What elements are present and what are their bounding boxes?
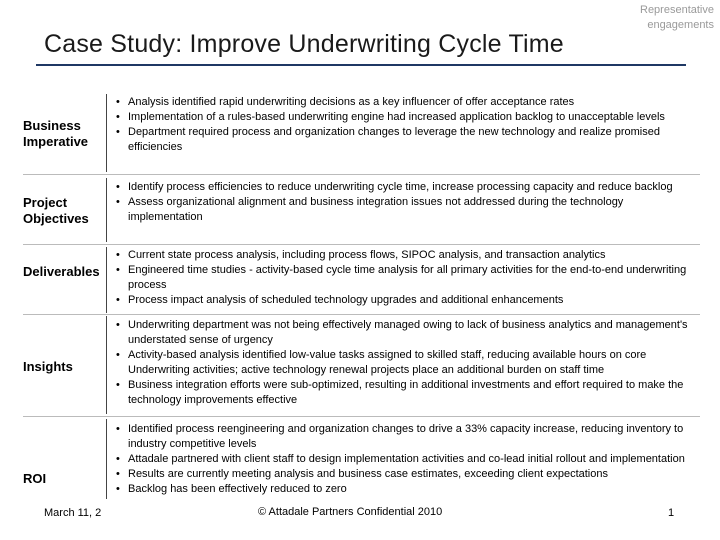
section-label-insights: Insights — [23, 359, 73, 374]
bullet-item: • Activity-based analysis identified low-value tasks assigned to skilled staff, reducing available hours on core Underwriting activities; active technology renewal projects place an additional burden on staff time — [114, 348, 700, 378]
bullet-item: • Implementation of a rules-based underwriting engine had increased application backlog to unacceptable levels — [114, 110, 700, 125]
section-divider — [106, 178, 107, 242]
representative-engagements-tag: Representative engagements — [640, 4, 714, 31]
footer-copyright: © Attadale Partners Confidential 2010 — [258, 506, 443, 518]
bullet-item: • Identify process efficiencies to reduce underwriting cycle time, increase processing capacity and reduce backlog — [114, 180, 700, 195]
section-bullets-project-objectives — [114, 180, 700, 225]
section-bullets-business-imperative — [114, 95, 700, 155]
bullet-item: • Assess organizational alignment and business integration issues not addressed during the technology implementation — [114, 195, 700, 225]
bullet-item: • Analysis identified rapid underwriting decisions as a key influencer of offer acceptance rates — [114, 95, 700, 110]
section-label-project-objectives: Project Objectives — [23, 195, 89, 226]
bullet-item: • Business integration efforts were sub-optimized, resulting in additional investments and effort required to make the technology improvements effective — [114, 378, 700, 408]
page-title: Case Study: Improve Underwriting Cycle Time — [44, 30, 564, 58]
bullet-item: • Attadale partnered with client staff to design implementation activities and co-lead initial rollout and implementation — [114, 452, 700, 467]
section-separator — [23, 244, 700, 245]
section-separator — [23, 174, 700, 175]
section-label-business-imperative: Business Imperative — [23, 118, 89, 149]
bullet-item: • Underwriting department was not being effectively managed owing to lack of business analytics and management's understated sense of urgency — [114, 318, 700, 348]
section-bullets-roi — [114, 422, 700, 497]
section-divider — [106, 419, 107, 499]
bullet-item: • Backlog has been effectively reduced to zero — [114, 482, 700, 497]
bullet-item: • Department required process and organization changes to leverage the new technology and realize promised efficiencies — [114, 125, 700, 155]
section-separator — [23, 416, 700, 417]
bullet-item: • Current state process analysis, including process flows, SIPOC analysis, and transaction analytics — [114, 248, 700, 263]
section-divider — [106, 94, 107, 172]
section-label-roi: ROI — [23, 471, 47, 486]
footer-date: March 11, 2 — [44, 507, 102, 519]
section-label-deliverables: Deliverables — [23, 264, 100, 279]
bullet-item: • Engineered time studies - activity-based cycle time analysis for all primary activities for the end-to-end underwriting process — [114, 263, 700, 293]
section-separator — [23, 314, 700, 315]
section-divider — [106, 247, 107, 313]
section-divider — [106, 316, 107, 414]
section-bullets-insights — [114, 318, 700, 408]
bullet-item: • Results are currently meeting analysis and business case estimates, exceeding client expectations — [114, 467, 700, 482]
title-underline — [36, 64, 686, 66]
bullet-item: • Process impact analysis of scheduled technology upgrades and additional enhancements — [114, 293, 700, 308]
bullet-item: • Identified process reengineering and organization changes to drive a 33% capacity increase, reducing inventory to industry competitive levels — [114, 422, 700, 452]
page-number: 1 — [668, 507, 675, 519]
section-bullets-deliverables — [114, 248, 700, 308]
